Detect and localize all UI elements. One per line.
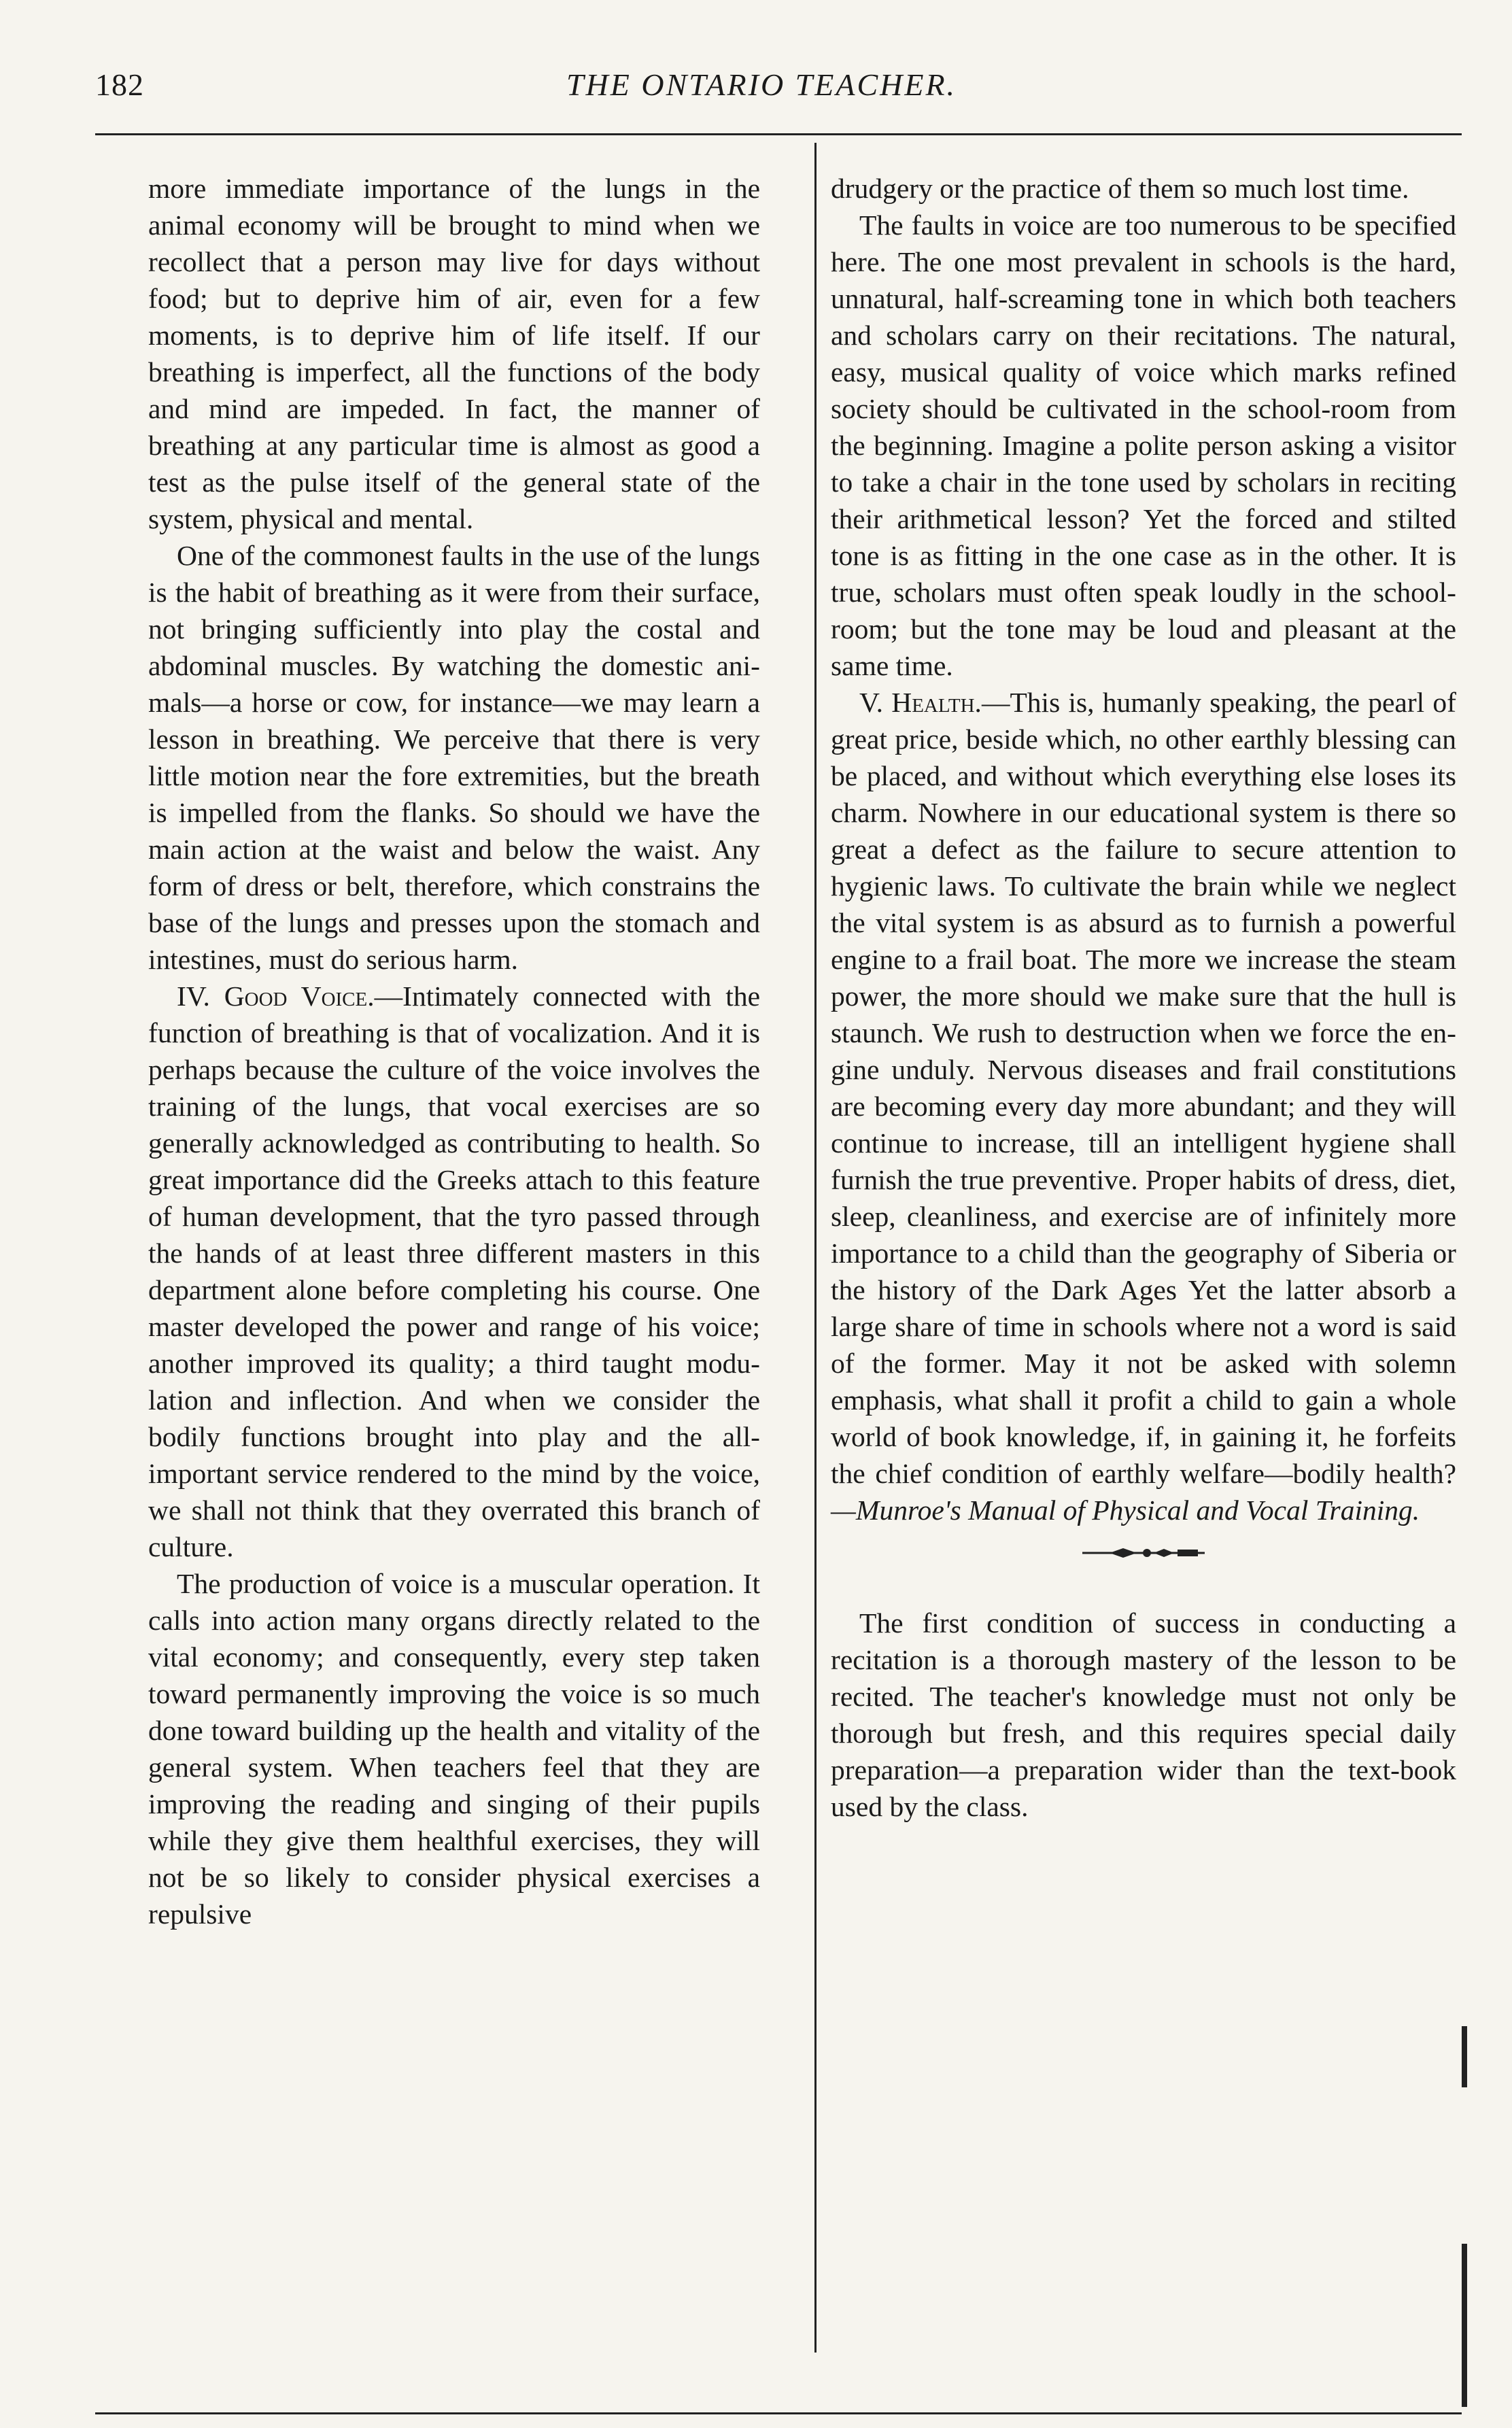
right-column	[831, 170, 1456, 1825]
running-title: THE ONTARIO TEACHER.	[566, 67, 957, 102]
section-ornament	[831, 1535, 1456, 1562]
page-edge-mark	[1462, 2244, 1467, 2407]
paragraph: The first condition of success in conducting a recitation is a thorough mastery of the lesson to be recited. The teacher's knowledge must not only be thorough but fresh, and this requires special daily preparation—a preparation wider than the text-book used by the class.	[831, 1607, 1456, 1822]
page-header	[95, 67, 1428, 114]
page-number: 182	[95, 67, 144, 102]
paragraph: more immediate importance of the lungs in the animal economy will be brought to mind when we recollect that a person may live for days without food; but to deprive him of air, even for a few moments, is to deprive him of life itself. If our breathing is imperfect, all the functions of the body and mind are impeded. In fact, the manner of breathing at any particular time is almost as good a test as the pulse itself of the general state of the system, physical and mental.	[148, 173, 760, 534]
paragraph: The production of voice is a muscular operation. It calls into action many organs directly related to the vital economy; and consequently, every step taken toward permanently improving the voice is so much done toward building up the health and vitality of the general system. When teachers feel that they are improving the reading and singing of their pupils while they give them healthful exercises, they will not be so likely to consider physical exercises a repulsive	[148, 1568, 760, 1930]
section-good-voice	[148, 978, 760, 1565]
paragraph-text: —Intimately connected with the function of breathing is that of vocalization. And it is perhaps because the culture of the voice involves the training of the lungs, that vocal exercises are so generally acknowledged as contributing to health. So great importance did the Greeks attach to this feature of human development, that the tyro passed through the hands of at least three different masters in this department alone before completing his course. One master developed the power and range of his voice; another improved its quality; a third taught modulation and inflection. And when we consider the bodily functions brought into play and the all-important service rendered to the mind by the voice, we shall not think that they overrated this branch of culture.	[148, 980, 760, 1562]
ornament-icon	[1076, 1543, 1212, 1563]
footer-rule	[95, 2412, 1462, 2414]
paragraph: The faults in voice are too numerous to be specified here. The one most prevalent in schools is the hard, unnatural, half-screaming tone in which both teachers and scholars carry on their recitations. The natural, easy, musical quality of voice which marks refined society should be cultivated in the school-room from the beginning. Imagine a polite person asking a visitor to take a chair in the tone used by scholars in reciting their arithmetical lesson? Yet the forced and stilted tone is as fitting in the one case as in the other. It is true, scholars must often speak loudly in the school-room; but the tone may be loud and pleasant at the same time.	[831, 209, 1456, 681]
page-edge-mark	[1462, 2026, 1467, 2087]
column-divider	[814, 143, 817, 2353]
section-health	[831, 684, 1456, 1528]
left-column	[148, 170, 760, 1932]
section-heading: IV. Good Voice.	[177, 980, 375, 1012]
paragraph-text: —This is, humanly speaking, the pearl of great price, beside which, no other earthly blessing can be placed, and without which everything else loses its charm. Nowhere in our educational system is there so great a defect as the failure to secure attention to hygienic laws. To cultivate the brain while we neglect the vital system is as absurd as to furnish a powerful engine to a frail boat. The more we increase the steam power, the more should we make sure that the hull is staunch. We rush to destruction when we force the engine unduly. Nervous diseases and frail constitutions are becoming every day more abundant; and they will continue to increase, till an intelligent hygiene shall furnish the true preventive. Proper habits of dress, diet, sleep, cleanliness, and exercise are of infinitely more importance to a child than the geography of Siberia or the history of the Dark Ages Yet the latter absorb a large share of time in schools where not a word is said of the former. May it not be asked with solemn emphasis, what shall it profit a child to gain a whole world of book knowledge, if, in gaining it, he forfeits the chief condition of earthly welfare—bodily health?	[831, 687, 1456, 1489]
paragraph: drudgery or the practice of them so much lost time.	[831, 173, 1409, 204]
citation: —Munroe's Manual of Physical and Vocal Training.	[831, 1494, 1420, 1526]
section-heading: V. Health.	[859, 687, 982, 718]
paragraph: One of the commonest faults in the use of the lungs is the habit of breathing as it were from their surface, not bringing sufficiently into play the costal and abdominal muscles. By watching the domestic animals—a horse or cow, for instance—we may learn a lesson in breathing. We perceive that there is very little motion near the fore extremities, but the breath is impelled from the flanks. So should we have the main action at the waist and below the waist. Any form of dress or belt, therefore, which constrains the base of the lungs and presses upon the stomach and intestines, must do serious harm.	[148, 540, 760, 975]
header-rule	[95, 133, 1462, 135]
